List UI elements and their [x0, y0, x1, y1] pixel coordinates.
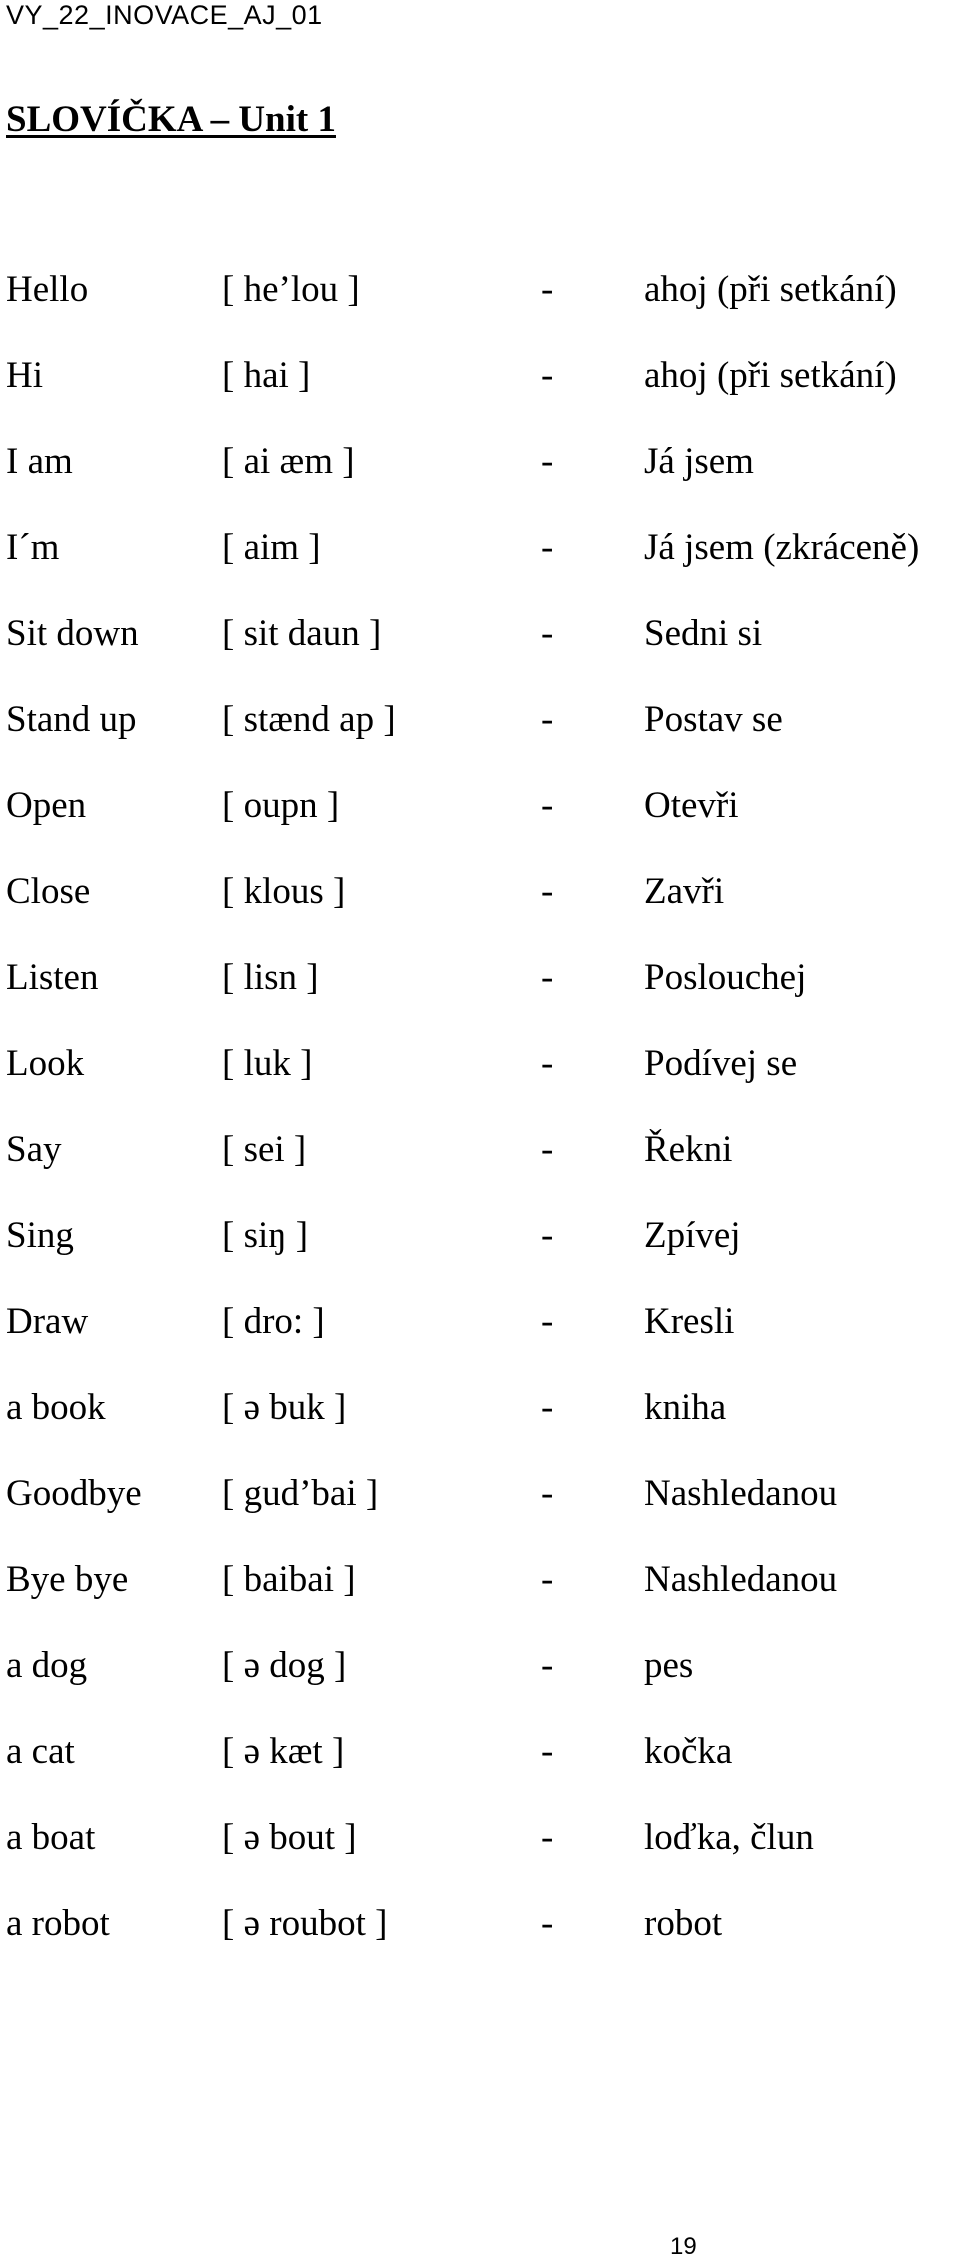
pronunciation: [ sit daun ] [222, 613, 382, 654]
english-word: Draw [6, 1301, 89, 1342]
czech-translation: robot [644, 1903, 723, 1944]
separator-dash: - [541, 1817, 554, 1858]
pronunciation: [ klous ] [222, 871, 346, 912]
vocabulary-row [6, 869, 956, 955]
separator-dash: - [541, 1903, 554, 1944]
vocabulary-row [6, 611, 956, 697]
vocabulary-row [6, 353, 956, 439]
vocabulary-row [6, 1299, 956, 1385]
pronunciation: [ ə roubot ] [222, 1903, 388, 1944]
czech-translation: Řekni [644, 1129, 733, 1170]
pronunciation: [ ə kæt ] [222, 1731, 345, 1772]
vocabulary-list [6, 267, 956, 1987]
vocabulary-row [6, 783, 956, 869]
vocabulary-row [6, 1213, 956, 1299]
vocabulary-row [6, 439, 956, 525]
separator-dash: - [541, 1043, 554, 1084]
english-word: Close [6, 871, 91, 912]
pronunciation: [ aim ] [222, 527, 321, 568]
english-word: Bye bye [6, 1559, 129, 1600]
vocabulary-row [6, 1041, 956, 1127]
separator-dash: - [541, 269, 554, 310]
czech-translation: Kresli [644, 1301, 735, 1342]
vocabulary-row [6, 1471, 956, 1557]
czech-translation: Sedni si [644, 613, 763, 654]
pronunciation: [ siŋ ] [222, 1215, 309, 1256]
english-word: Say [6, 1129, 62, 1170]
english-word: Hi [6, 355, 43, 396]
czech-translation: loďka, člun [644, 1817, 814, 1858]
pronunciation: [ luk ] [222, 1043, 313, 1084]
pronunciation: [ stænd ap ] [222, 699, 396, 740]
czech-translation: Nashledanou [644, 1559, 838, 1600]
czech-translation: Já jsem [644, 441, 754, 482]
separator-dash: - [541, 441, 554, 482]
separator-dash: - [541, 1215, 554, 1256]
separator-dash: - [541, 1645, 554, 1686]
separator-dash: - [541, 699, 554, 740]
czech-translation: ahoj (při setkání) [644, 355, 897, 396]
pronunciation: [ lisn ] [222, 957, 319, 998]
english-word: a boat [6, 1817, 96, 1858]
english-word: a robot [6, 1903, 110, 1944]
vocabulary-row [6, 1385, 956, 1471]
separator-dash: - [541, 1387, 554, 1428]
czech-translation: Podívej se [644, 1043, 798, 1084]
english-word: Hello [6, 269, 89, 310]
pronunciation: [ he’lou ] [222, 269, 360, 310]
pronunciation: [ baibai ] [222, 1559, 356, 1600]
english-word: a cat [6, 1731, 75, 1772]
vocabulary-row [6, 1815, 956, 1901]
english-word: Goodbye [6, 1473, 142, 1514]
page-title: SLOVÍČKA – Unit 1 [6, 99, 336, 140]
separator-dash: - [541, 613, 554, 654]
vocabulary-row [6, 955, 956, 1041]
vocabulary-row [6, 1557, 956, 1643]
pronunciation: [ hai ] [222, 355, 311, 396]
page-number: 19 [670, 2233, 697, 2260]
english-word: Sit down [6, 613, 139, 654]
vocabulary-row [6, 1127, 956, 1213]
english-word: Listen [6, 957, 99, 998]
vocabulary-row [6, 697, 956, 783]
vocabulary-row [6, 525, 956, 611]
pronunciation: [ gud’bai ] [222, 1473, 379, 1514]
separator-dash: - [541, 527, 554, 568]
pronunciation: [ ai æm ] [222, 441, 355, 482]
vocabulary-row [6, 1729, 956, 1815]
pronunciation: [ ə dog ] [222, 1645, 347, 1686]
english-word: Stand up [6, 699, 137, 740]
english-word: Sing [6, 1215, 74, 1256]
vocabulary-row [6, 1901, 956, 1987]
pronunciation: [ sei ] [222, 1129, 307, 1170]
czech-translation: Nashledanou [644, 1473, 838, 1514]
czech-translation: Já jsem (zkráceně) [644, 527, 920, 568]
czech-translation: Zavři [644, 871, 725, 912]
czech-translation: Postav se [644, 699, 783, 740]
pronunciation: [ ə bout ] [222, 1817, 357, 1858]
czech-translation: Otevři [644, 785, 739, 826]
pronunciation: [ oupn ] [222, 785, 340, 826]
separator-dash: - [541, 1129, 554, 1170]
separator-dash: - [541, 871, 554, 912]
english-word: a book [6, 1387, 106, 1428]
english-word: I´m [6, 527, 60, 568]
separator-dash: - [541, 355, 554, 396]
separator-dash: - [541, 785, 554, 826]
separator-dash: - [541, 1559, 554, 1600]
czech-translation: pes [644, 1645, 694, 1686]
english-word: Open [6, 785, 87, 826]
czech-translation: Poslouchej [644, 957, 807, 998]
czech-translation: kočka [644, 1731, 733, 1772]
separator-dash: - [541, 1473, 554, 1514]
czech-translation: ahoj (při setkání) [644, 269, 897, 310]
vocabulary-row [6, 1643, 956, 1729]
english-word: Look [6, 1043, 85, 1084]
document-code-header: VY_22_INOVACE_AJ_01 [6, 0, 323, 30]
english-word: a dog [6, 1645, 88, 1686]
pronunciation: [ dro: ] [222, 1301, 325, 1342]
czech-translation: Zpívej [644, 1215, 741, 1256]
pronunciation: [ ə buk ] [222, 1387, 347, 1428]
separator-dash: - [541, 1731, 554, 1772]
czech-translation: kniha [644, 1387, 727, 1428]
vocabulary-row [6, 267, 956, 353]
separator-dash: - [541, 957, 554, 998]
separator-dash: - [541, 1301, 554, 1342]
english-word: I am [6, 441, 73, 482]
